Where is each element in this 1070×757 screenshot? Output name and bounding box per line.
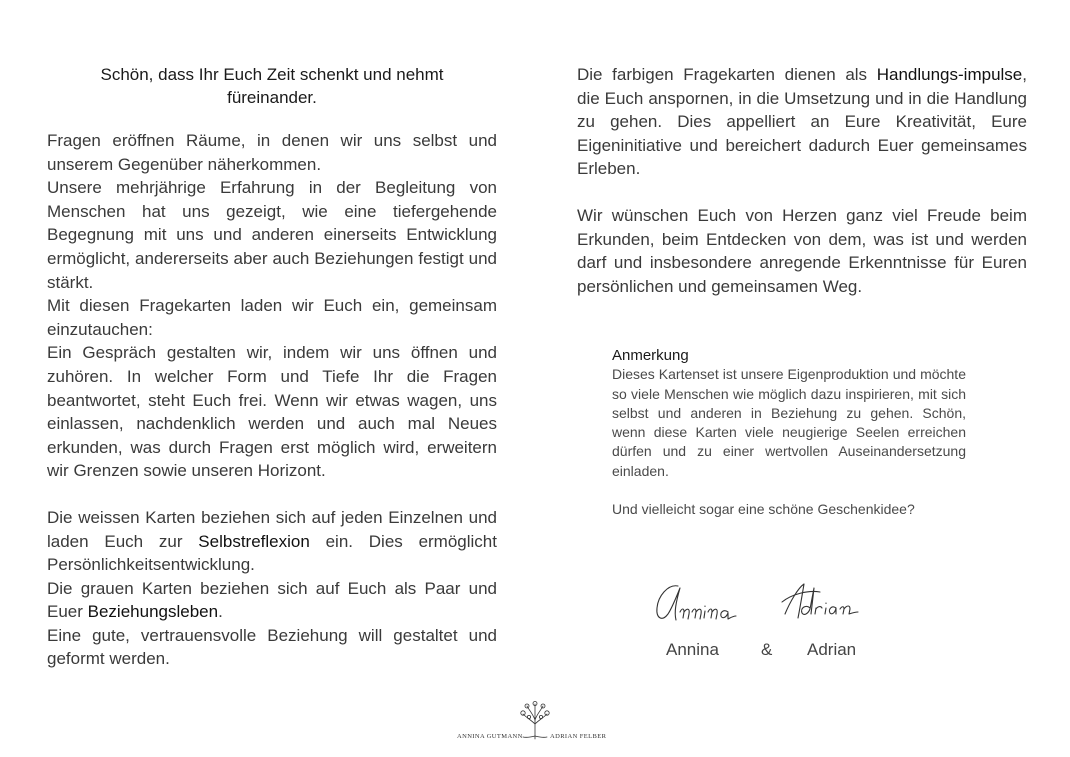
invitation-paragraph: Mit diesen Fragekarten laden wir Euch ein, gemeinsam einzutauchen: [47,296,497,339]
beziehungsleben-emphasis: Beziehungsleben [87,602,219,622]
white-cards-text: Die weissen Karten beziehen sich auf jeden Einzelnen und laden Euch zur [47,507,497,551]
note-spacer [612,481,966,500]
colored-cards-text-end: , die Euch anspornen, in die Umsetzung und in die Handlung zu gehen. Dies appelliert an Eure Kreativität, Eure Eigeninitiative und bereichert dadurch Euer gemeinsames Erleben. [577,65,1027,179]
signature-adrian [782,584,858,618]
conversation-paragraph: Ein Gespräch gestalten wir, indem wir uns öffnen und zuhören. In welcher Form und Tiefe Ihr die Fragen beantwortet, steht Euch frei. Wenn wir etwas wagen, uns einlassen, nachdenklich werden und auch mal Neues erkunden, was durch Fragen erst möglich wird, erweitern wir Grenzen sowie unseren Horizont. [47,343,497,481]
signature-name-adrian: Adrian [807,640,857,659]
white-cards-paragraph [47,506,497,577]
brand-logo [455,700,615,750]
paragraph-spacer [577,181,1027,204]
grey-cards-text-end: . [218,602,223,622]
white-cards-text-end: ein. Dies ermöglicht Persönlichkeitsentwicklung. [47,531,497,575]
note-title: Anmerkung [612,347,689,364]
intro-paragraph: Fragen eröffnen Räume, in denen wir uns selbst und unserem Gegenüber näherkommen. [47,131,497,174]
note-closing: Und vielleicht sogar eine schöne Geschenkidee? [612,501,915,518]
signature-annina [657,586,736,620]
paragraph-spacer [47,483,497,506]
colored-cards-text: Die farbigen Fragekarten dienen als [577,65,877,84]
logo-text-right: ADRIAN FELBER [550,733,607,740]
right-column [577,63,1027,298]
signature-name-annina: Annina [666,640,719,659]
note-body: Dieses Kartenset ist unsere Eigenproduktion und möchte so viele Menschen wie möglich dazu inspirieren, mit sich selbst und anderen in Beziehung zu gehen. Schön, wenn diese Karten viele neugierige Seelen erreichen dürfen und zu einer wertvollen Auseinandersetzung einladen. [612,366,966,479]
signature-block [650,578,910,668]
relationship-paragraph: Eine gute, vertrauensvolle Beziehung will gestaltet und geformt werden. [47,625,497,669]
logo-text-left: ANNINA GUTMANN [457,733,523,740]
left-column [47,63,497,671]
experience-paragraph: Unsere mehrjährige Erfahrung in der Begleitung von Menschen hat uns gezeigt, wie eine tiefergehende Begegnung mit uns und anderen einerseits Entwicklung ermöglicht, andererseits aber auch Beziehungen festigt und stärkt. [47,178,497,292]
selbstreflexion-emphasis: Selbstreflexion [198,531,310,551]
handlungsimpulse-emphasis: Handlungs-impulse [876,65,1023,84]
note-box [612,346,966,519]
heading-line-2: füreinander. [227,88,317,107]
colored-cards-paragraph [577,63,1027,181]
grey-cards-paragraph [47,577,497,624]
handwritten-signatures [650,578,910,638]
page-heading [47,63,497,109]
signature-ampersand: & [761,640,773,659]
grey-cards-text: Die grauen Karten beziehen sich auf Euch als Paar und Euer [47,578,497,622]
heading-line-1: Schön, dass Ihr Euch Zeit schenkt und nehmt [100,65,444,84]
wishes-paragraph: Wir wünschen Euch von Herzen ganz viel Freude beim Erkunden, beim Entdecken von dem, was ist und werden darf und insbesondere anregende Erkenntnisse für Euren persönlichen und gemeinsamen Weg. [577,205,1027,296]
